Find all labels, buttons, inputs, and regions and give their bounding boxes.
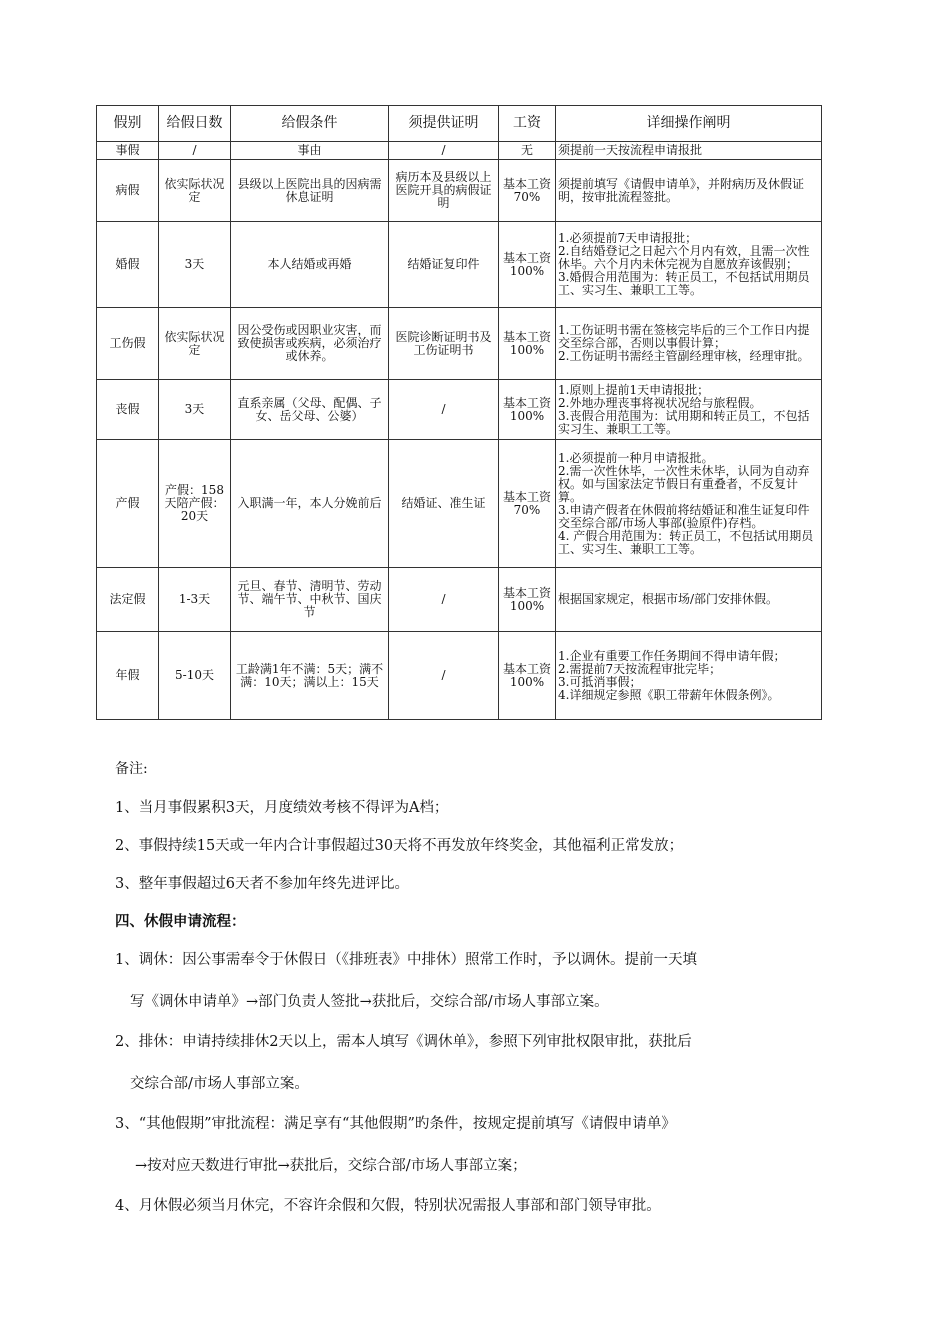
- days-cell: 1-3天: [159, 568, 231, 632]
- table-row: [97, 632, 822, 720]
- header-condition: 给假条件: [231, 106, 389, 142]
- notes-block: [115, 760, 835, 778]
- salary-cell: 基本工资100%: [499, 222, 556, 308]
- detail-item: 3.申请产假者在休假前将结婚证和准生证复印件交至综合部/市场人事部(验原件)存档。: [558, 502, 810, 530]
- leave-type-cell: 病假: [97, 160, 159, 222]
- salary-cell: 基本工资100%: [499, 380, 556, 440]
- proof-cell: 结婚证复印件: [389, 222, 499, 308]
- section-line: 2、排休：申请持续排休2天以上，需本人填写《调休单》，参照下列审批权限审批，获批后: [115, 1034, 692, 1050]
- section-line: 1、调休：因公事需奉令于休假日（《排班表》中排休）照常工作时，予以调休。提前一天填: [115, 952, 697, 968]
- detail-item: 2.外地办理丧事将视状况给与旅程假。: [558, 395, 762, 410]
- detail-item: 1.必须提前7天申请报批；: [558, 231, 698, 245]
- days-cell: 5-10天: [159, 632, 231, 720]
- detail-cell: [556, 380, 822, 440]
- detail-item: 2.工伤证明书需经主管副经理审核，经理审批。: [558, 349, 810, 363]
- days-cell: /: [159, 142, 231, 160]
- detail-cell: [556, 142, 822, 160]
- detail-item: 2.自结婚登记之日起六个月内有效，且需一次性休毕。六个月内未休完视为自愿放弃该假别；: [558, 244, 810, 271]
- detail-cell: [556, 440, 822, 568]
- proof-cell: /: [389, 380, 499, 440]
- section-line: 4、月休假必须当月休完，不容许余假和欠假，特别状况需报人事部和部门领导审批。: [115, 1198, 661, 1214]
- table-row: [97, 222, 822, 308]
- detail-item: 须提前一天按流程申请报批: [558, 143, 703, 157]
- salary-cell: 基本工资70%: [499, 440, 556, 568]
- proof-cell: 医院诊断证明书及工伤证明书: [389, 308, 499, 380]
- proof-cell: 结婚证、准生证: [389, 440, 499, 568]
- days-cell: 依实际状况定: [159, 160, 231, 222]
- header-days: 给假日数: [159, 106, 231, 142]
- leave-type-cell: 事假: [97, 142, 159, 160]
- detail-item: 1.企业有重要工作任务期间不得申请年假；: [558, 648, 786, 663]
- salary-cell: 基本工资100%: [499, 568, 556, 632]
- header-leave-type: 假别: [97, 106, 159, 142]
- condition-cell: 事由: [231, 142, 389, 160]
- section-heading: 四、休假申请流程：: [115, 913, 246, 930]
- table-row: [97, 308, 822, 380]
- detail-item: 4.详细规定参照《职工带薪年休假条例》。: [558, 687, 780, 702]
- detail-cell: [556, 632, 822, 720]
- section-line: →按对应天数进行审批→获批后，交综合部/市场人事部立案；: [135, 1158, 527, 1174]
- leave-type-cell: 年假: [97, 632, 159, 720]
- condition-cell: 工龄满1年不满：5天；满不满：10天；满以上：15天: [231, 632, 389, 720]
- condition-cell: 直系亲属（父母、配偶、子女、岳父母、公婆）: [231, 380, 389, 440]
- section-line: 交综合部/市场人事部立案。: [130, 1076, 309, 1092]
- leave-type-cell: 法定假: [97, 568, 159, 632]
- detail-item: 2.需提前7天按流程审批完毕；: [558, 661, 722, 676]
- proof-cell: /: [389, 142, 499, 160]
- note-item: 3、整年事假超过6天者不参加年终先进评比。: [115, 876, 409, 892]
- days-cell: 3天: [159, 380, 231, 440]
- proof-cell: /: [389, 632, 499, 720]
- detail-item: 2.需一次性休毕，一次性未休毕，认同为自动弃权。如与国家法定节假日有重叠者，不反复计算。: [558, 463, 810, 504]
- section-line: 3、“其他假期”审批流程：满足享有“其他假期”旳条件，按规定提前填写《请假申请单》: [115, 1116, 676, 1132]
- detail-item: 1.必须提前一种月申请报批。: [558, 450, 714, 465]
- condition-cell: 入职满一年，本人分娩前后: [231, 440, 389, 568]
- days-cell: 3天: [159, 222, 231, 308]
- salary-cell: 基本工资70%: [499, 160, 556, 222]
- salary-cell: 无: [499, 142, 556, 160]
- detail-item: 根据国家规定，根据市场/部门安排休假。: [558, 592, 779, 606]
- section-line: 写《调休申请单》→部门负责人签批→获批后，交综合部/市场人事部立案。: [130, 994, 609, 1010]
- detail-cell: [556, 160, 822, 222]
- leave-policy-table: [96, 105, 822, 720]
- detail-item: 1.工伤证明书需在签核完毕后的三个工作日内提交至综合部，否则以事假计算；: [558, 323, 810, 350]
- detail-item: 1.原则上提前1天申请报批；: [558, 382, 710, 397]
- table-row: [97, 568, 822, 632]
- leave-type-cell: 丧假: [97, 380, 159, 440]
- salary-cell: 基本工资100%: [499, 308, 556, 380]
- detail-cell: [556, 222, 822, 308]
- leave-type-cell: 产假: [97, 440, 159, 568]
- detail-item: 须提前填写《请假申请单》，并附病历及休假证明，按审批流程签批。: [558, 176, 805, 204]
- proof-cell: 病历本及县级以上医院开具的病假证明: [389, 160, 499, 222]
- days-cell: 依实际状况定: [159, 308, 231, 380]
- table-header-row: [97, 106, 822, 142]
- condition-cell: 元旦、春节、清明节、劳动节、端午节、中秋节、国庆节: [231, 568, 389, 632]
- detail-item: 3.丧假合用范围为：试用期和转正员工，不包括实习生、兼职工工等。: [558, 408, 810, 436]
- detail-cell: [556, 308, 822, 380]
- note-item: 2、事假持续15天或一年内合计事假超过30天将不再发放年终奖金，其他福利正常发放；: [115, 838, 684, 854]
- table-row: [97, 440, 822, 568]
- condition-cell: 本人结婚或再婚: [231, 222, 389, 308]
- leave-type-cell: 婚假: [97, 222, 159, 308]
- detail-item: 3.婚假合用范围为：转正员工，不包括试用期员工、实习生、兼职工工等。: [558, 270, 810, 297]
- header-detail: 详细操作阐明: [556, 106, 822, 142]
- header-proof: 须提供证明: [389, 106, 499, 142]
- detail-item: 3.可抵消事假；: [558, 674, 642, 689]
- days-cell: 产假：158天陪产假：20天: [159, 440, 231, 568]
- condition-cell: 因公受伤或因职业灾害，而致使损害或疾病，必须治疗或休养。: [231, 308, 389, 380]
- detail-item: 4. 产假合用范围为：转正员工，不包括试用期员工、实习生、兼职工工等。: [558, 528, 814, 556]
- detail-cell: [556, 568, 822, 632]
- condition-cell: 县级以上医院出具的因病需休息证明: [231, 160, 389, 222]
- header-salary: 工资: [499, 106, 556, 142]
- table-row: [97, 142, 822, 160]
- salary-cell: 基本工资100%: [499, 632, 556, 720]
- leave-type-cell: 工伤假: [97, 308, 159, 380]
- notes-title: 备注:: [115, 761, 148, 777]
- proof-cell: /: [389, 568, 499, 632]
- table-row: [97, 380, 822, 440]
- table-row: [97, 160, 822, 222]
- note-item: 1、当月事假累积3天，月度绩效考核不得评为A档；: [115, 800, 449, 816]
